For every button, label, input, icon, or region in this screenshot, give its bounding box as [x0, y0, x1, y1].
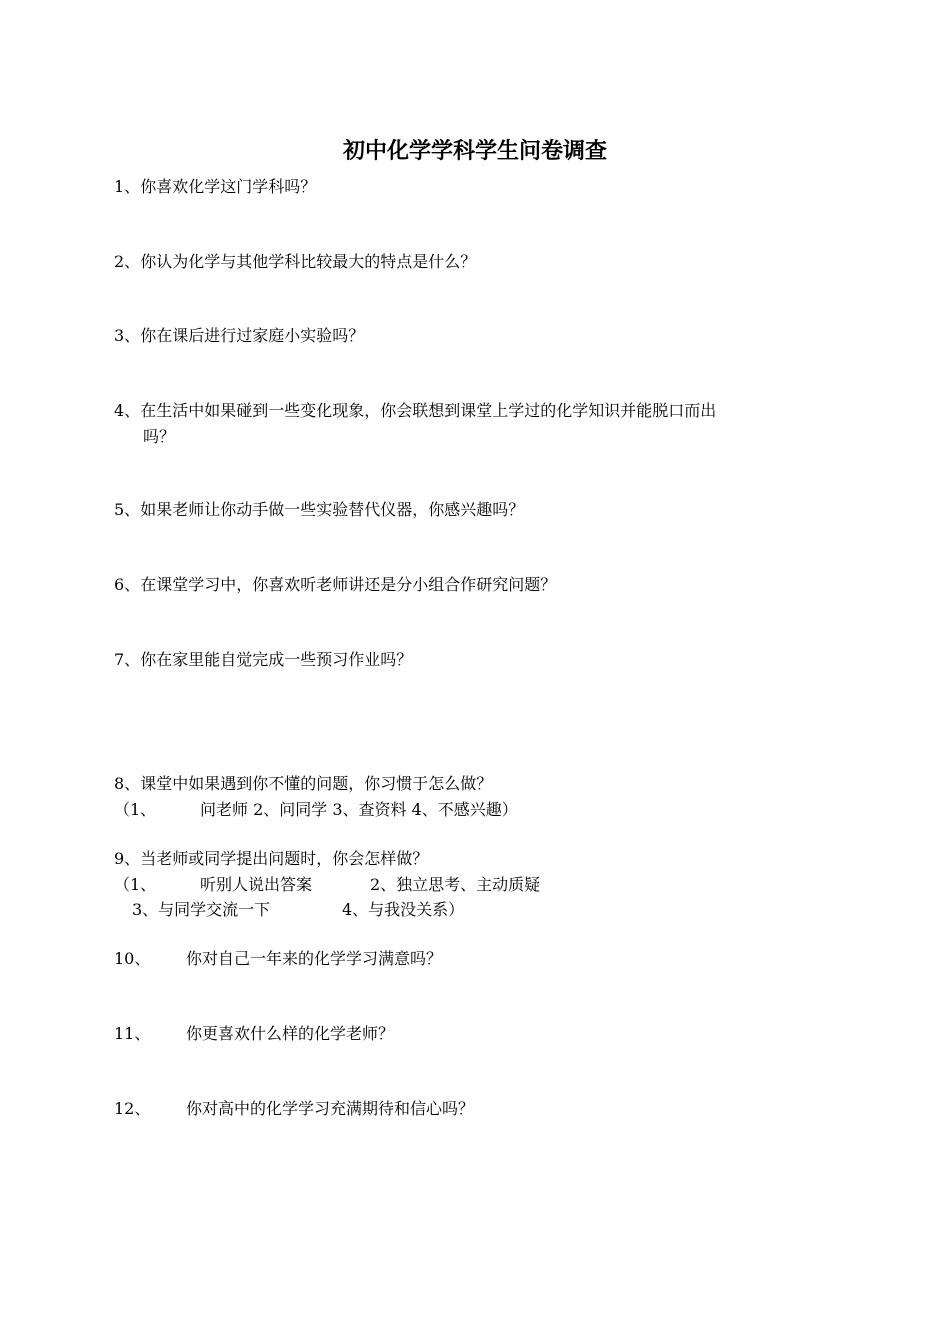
question-text: 你喜欢化学这门学科吗？: [140, 177, 317, 196]
question-8: [114, 772, 492, 796]
question-number: 3、: [114, 326, 141, 345]
options-text: 问老师 2、问同学 3、查资料 4、不感兴趣）: [200, 800, 518, 819]
question-2: [114, 250, 476, 274]
option-4: 4、与我没关系）: [342, 900, 465, 919]
document-title: 初中化学学科学生问卷调查: [342, 138, 607, 164]
question-text: 你认为化学与其他学科比较最大的特点是什么？: [140, 252, 477, 271]
question-text: 你在家里能自觉完成一些预习作业吗？: [140, 650, 413, 669]
question-number: 9、: [114, 849, 141, 868]
question-text: 在生活中如果碰到一些变化现象，你会联想到课堂上学过的化学知识并能脱口而出: [140, 401, 717, 420]
options-prefix: （1、: [114, 875, 157, 894]
question-text: 你对高中的化学学习充满期待和信心吗？: [186, 1099, 475, 1118]
question-number: 5、: [114, 500, 141, 519]
question-11: [114, 1022, 394, 1046]
option-2: 2、独立思考、主动质疑: [370, 875, 541, 894]
question-text: 你对自己一年来的化学学习满意吗？: [186, 949, 443, 968]
question-number: 1、: [114, 177, 141, 196]
question-3: [114, 324, 364, 348]
question-number: 6、: [114, 575, 141, 594]
option-3: 3、与同学交流一下: [132, 900, 271, 919]
question-number: 7、: [114, 650, 141, 669]
question-text: 当老师或同学提出问题时，你会怎样做？: [140, 849, 429, 868]
option-1: 听别人说出答案: [200, 875, 313, 894]
question-text: 你更喜欢什么样的化学老师？: [186, 1024, 395, 1043]
question-9-options-line1: [114, 873, 540, 897]
question-number: 11、: [114, 1024, 151, 1043]
question-4: [114, 399, 716, 423]
options-prefix: （1、: [114, 800, 157, 819]
question-number: 12、: [114, 1099, 151, 1118]
question-4-continuation: 吗？: [143, 427, 176, 446]
question-8-options: [114, 798, 518, 822]
question-number: 10、: [114, 949, 151, 968]
question-number: 8、: [114, 774, 141, 793]
question-text: 你在课后进行过家庭小实验吗？: [140, 326, 365, 345]
question-10: [114, 947, 442, 971]
question-7: [114, 648, 412, 672]
question-number: 2、: [114, 252, 141, 271]
question-text: 在课堂学习中，你喜欢听老师讲还是分小组合作研究问题？: [140, 575, 557, 594]
question-1: [114, 175, 316, 199]
question-text: 如果老师让你动手做一些实验替代仪器，你感兴趣吗？: [140, 500, 525, 519]
question-9-options-line2: [132, 898, 464, 922]
question-6: [114, 573, 556, 597]
question-5: [114, 498, 524, 522]
question-9: [114, 847, 428, 871]
question-number: 4、: [114, 401, 141, 420]
question-12: [114, 1097, 474, 1121]
question-text: 课堂中如果遇到你不懂的问题，你习惯于怎么做？: [140, 774, 493, 793]
